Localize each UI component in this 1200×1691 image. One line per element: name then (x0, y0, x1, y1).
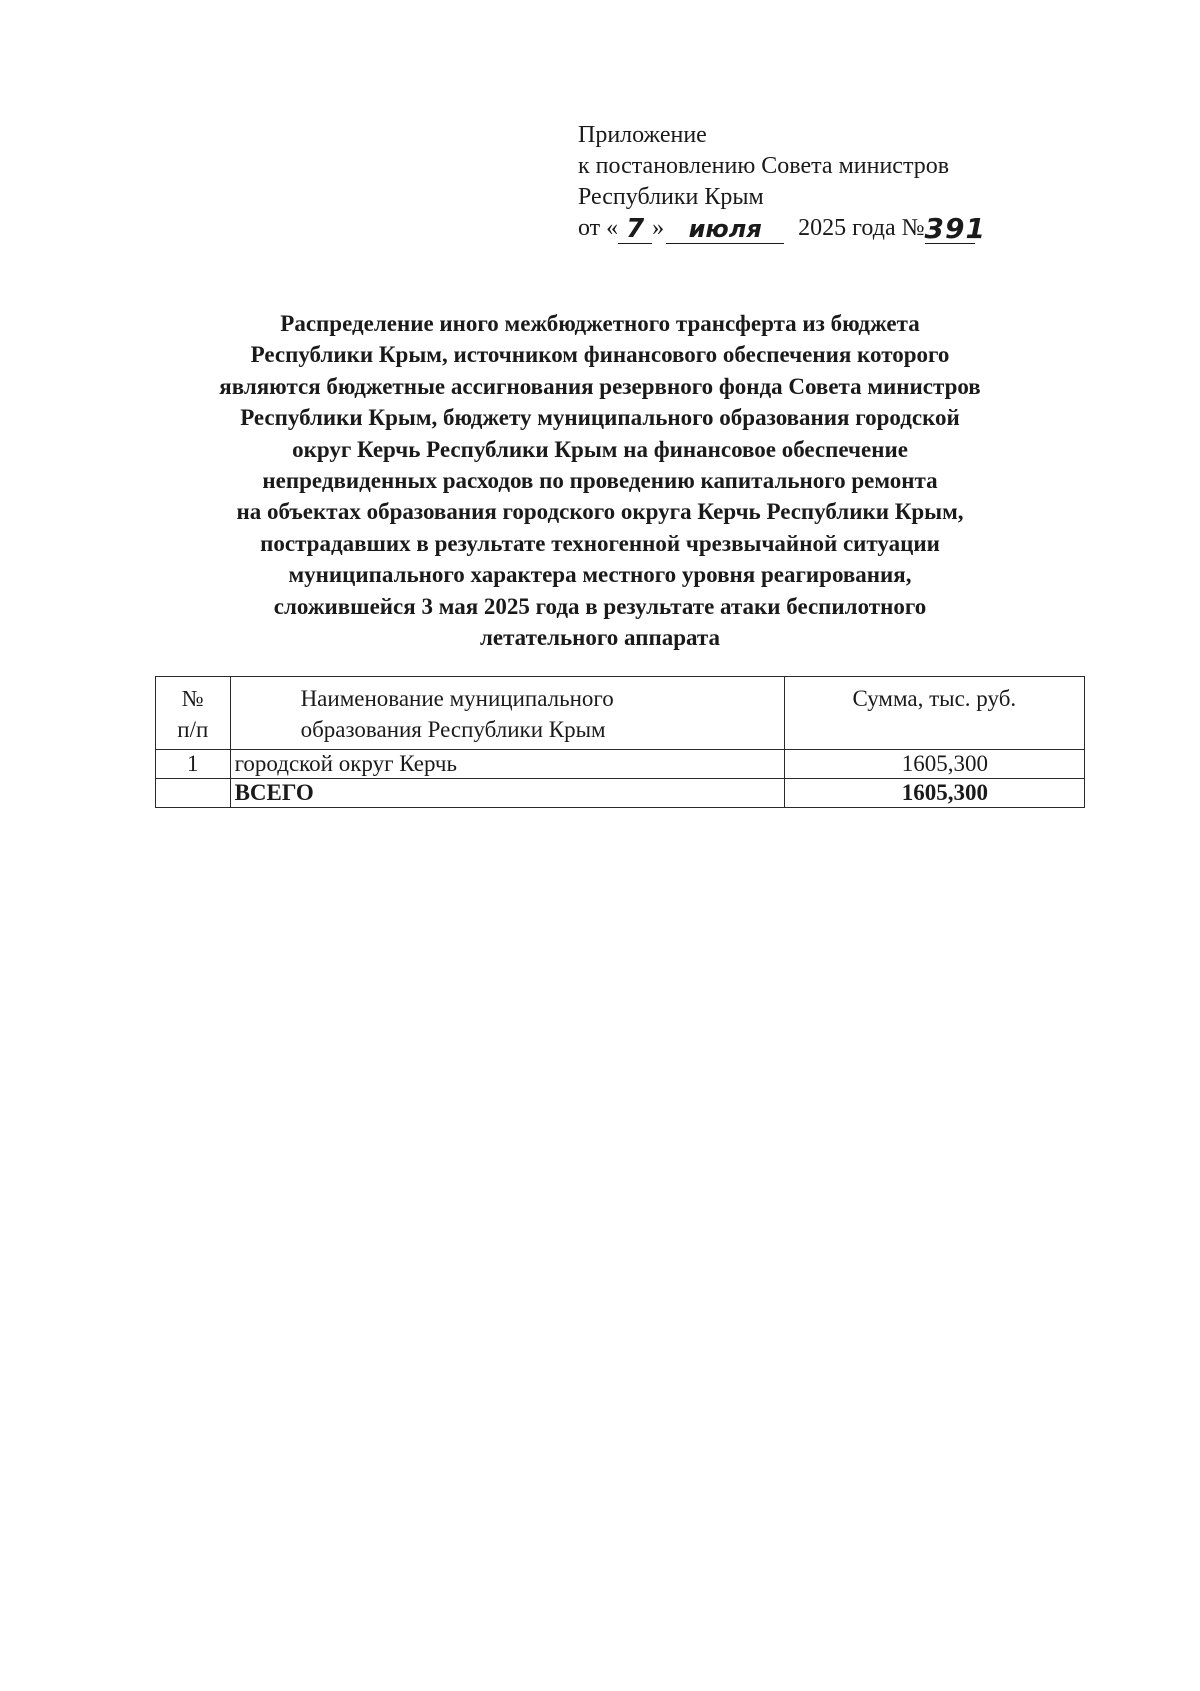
table-header-row (156, 677, 1085, 750)
appendix-resolution-ref: к постановлению Совета министров (578, 153, 950, 179)
title-line: Республики Крым, источником финансового обеспечения которого (250, 342, 950, 368)
date-quote-close: » (652, 215, 665, 241)
date-year: 2025 года № (798, 215, 925, 241)
handwritten-month: июля (666, 215, 784, 244)
handwritten-day: 7 (618, 215, 652, 244)
title-line: Распределение иного межбюджетного трансферта из бюджета (280, 311, 920, 336)
total-label: ВСЕГО (230, 779, 784, 808)
handwritten-number: 391 (924, 212, 986, 245)
header-number: № п/п (156, 677, 231, 750)
title-line: являются бюджетные ассигнования резервного фонда Совета министров (219, 373, 981, 399)
appendix-title: Приложение (578, 122, 707, 148)
total-number (156, 779, 231, 808)
title-line: муниципального характера местного уровня реагирования, (288, 562, 912, 588)
appendix-date-line (578, 213, 1058, 244)
row-municipality: городской округ Керчь (230, 750, 784, 779)
document-title (130, 308, 1070, 653)
row-sum: 1605,300 (784, 750, 1084, 779)
title-line: непредвиденных расходов по проведению капитального ремонта (262, 468, 938, 494)
row-number: 1 (156, 750, 231, 779)
title-line: на объектах образования городского округа Керчь Республики Крым, (236, 499, 964, 525)
appendix-republic: Республики Крым (578, 184, 764, 210)
title-line: сложившейся 3 мая 2025 года в результате атаки беспилотного (273, 593, 927, 619)
title-line: округ Керчь Республики Крым на финансовое обеспечение (292, 436, 908, 462)
header-sum: Сумма, тыс. руб. (784, 677, 1084, 750)
title-line: Республики Крым, бюджету муниципального образования городской (240, 405, 960, 431)
title-line: летательного аппарата (479, 625, 721, 651)
date-prefix: от « (578, 215, 619, 241)
header-municipality-name: Наименование муниципального образования Республики Крым (230, 677, 784, 750)
table-row (156, 750, 1085, 779)
total-sum: 1605,300 (784, 779, 1084, 808)
title-line: пострадавших в результате техногенной чрезвычайной ситуации (260, 530, 940, 556)
allocation-table (155, 676, 1085, 808)
table-total-row (156, 779, 1085, 808)
appendix-block (578, 120, 1058, 244)
